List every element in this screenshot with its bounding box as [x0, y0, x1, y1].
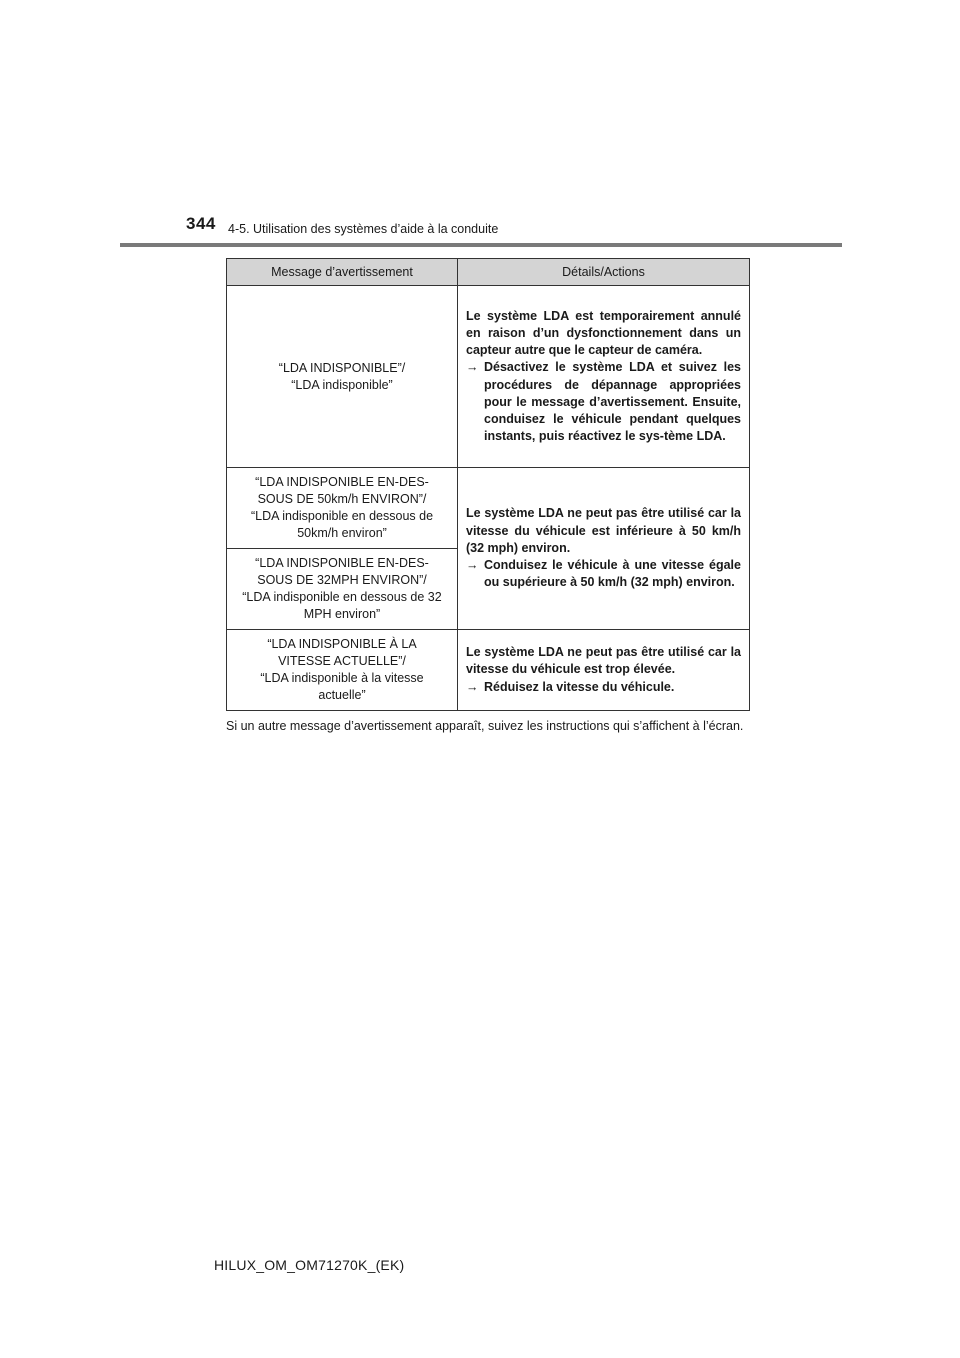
header-rule	[120, 243, 842, 247]
message-line: SOUS DE 32MPH ENVIRON”/	[257, 573, 427, 587]
message-line: SOUS DE 50km/h ENVIRON”/	[257, 492, 427, 506]
details-cell	[458, 630, 750, 711]
message-line: “LDA INDISPONIBLE”/	[278, 360, 406, 375]
details-cell	[458, 286, 750, 468]
message-line: 50km/h environ”	[297, 526, 387, 540]
message-line: MPH environ”	[303, 607, 381, 621]
warning-message-cell	[227, 549, 458, 630]
action-item	[466, 359, 741, 445]
message-line: “LDA INDISPONIBLE À LA	[267, 637, 417, 651]
message-line: “LDA INDISPONIBLE EN-DES-	[255, 475, 429, 489]
warning-message-cell	[227, 468, 458, 549]
details-text: Le système LDA ne peut pas être utilisé car la vitesse du véhicule est trop élevée.	[466, 645, 741, 677]
action-item	[466, 557, 741, 591]
table-row	[227, 468, 750, 549]
action-text: Réduisez la vitesse du véhicule.	[484, 679, 675, 694]
message-line: “LDA INDISPONIBLE EN-DES-	[255, 556, 429, 570]
details-text: Le système LDA ne peut pas être utilisé car la vitesse du véhicule est inférieure à 50 km/h (32 mph) environ.	[466, 506, 741, 555]
footer-document-code: HILUX_OM_OM71270K_(EK)	[214, 1257, 405, 1273]
action-text: Conduisez le véhicule à une vitesse égale ou supérieure à 50 km/h (32 mph) environ.	[484, 558, 741, 590]
warning-message-cell	[227, 630, 458, 711]
warning-message-cell	[227, 286, 458, 468]
message-line: actuelle”	[318, 688, 366, 702]
table-row	[227, 630, 750, 711]
action-text: Désactivez le système LDA et suivez les procédures de dépannage appropriées pour le message d’avertissement. Ensuite, conduisez le véhicule pendant quelques instants, puis réactivez le sys-tème LDA.	[484, 360, 741, 444]
action-item	[466, 679, 741, 696]
section-title: 4-5. Utilisation des systèmes d’aide à la conduite	[228, 222, 499, 236]
message-line: “LDA indisponible à la vitesse	[260, 671, 424, 685]
table-header-row	[227, 259, 750, 286]
arrow-icon: →	[466, 679, 479, 694]
message-line: VITESSE ACTUELLE”/	[278, 654, 406, 668]
warning-message-table	[226, 258, 750, 711]
message-line: “LDA indisponible en dessous de 32	[242, 590, 442, 604]
page-number: 344	[186, 214, 216, 233]
details-cell	[458, 468, 750, 630]
arrow-icon: →	[466, 360, 479, 375]
message-line: “LDA indisponible”	[291, 377, 393, 392]
message-line: “LDA indisponible en dessous de	[250, 509, 434, 523]
table-row	[227, 286, 750, 468]
arrow-icon: →	[466, 558, 479, 573]
column-header-message: Message d’avertissement	[227, 259, 458, 286]
column-header-details: Détails/Actions	[458, 259, 750, 286]
footnote-text: Si un autre message d’avertissement apparaît, suivez les instructions qui s’affichent à l’écran.	[226, 719, 744, 733]
details-text: Le système LDA est temporairement annulé en raison d’un dysfonctionnement dans un capteur autre que le capteur de caméra.	[466, 308, 741, 358]
